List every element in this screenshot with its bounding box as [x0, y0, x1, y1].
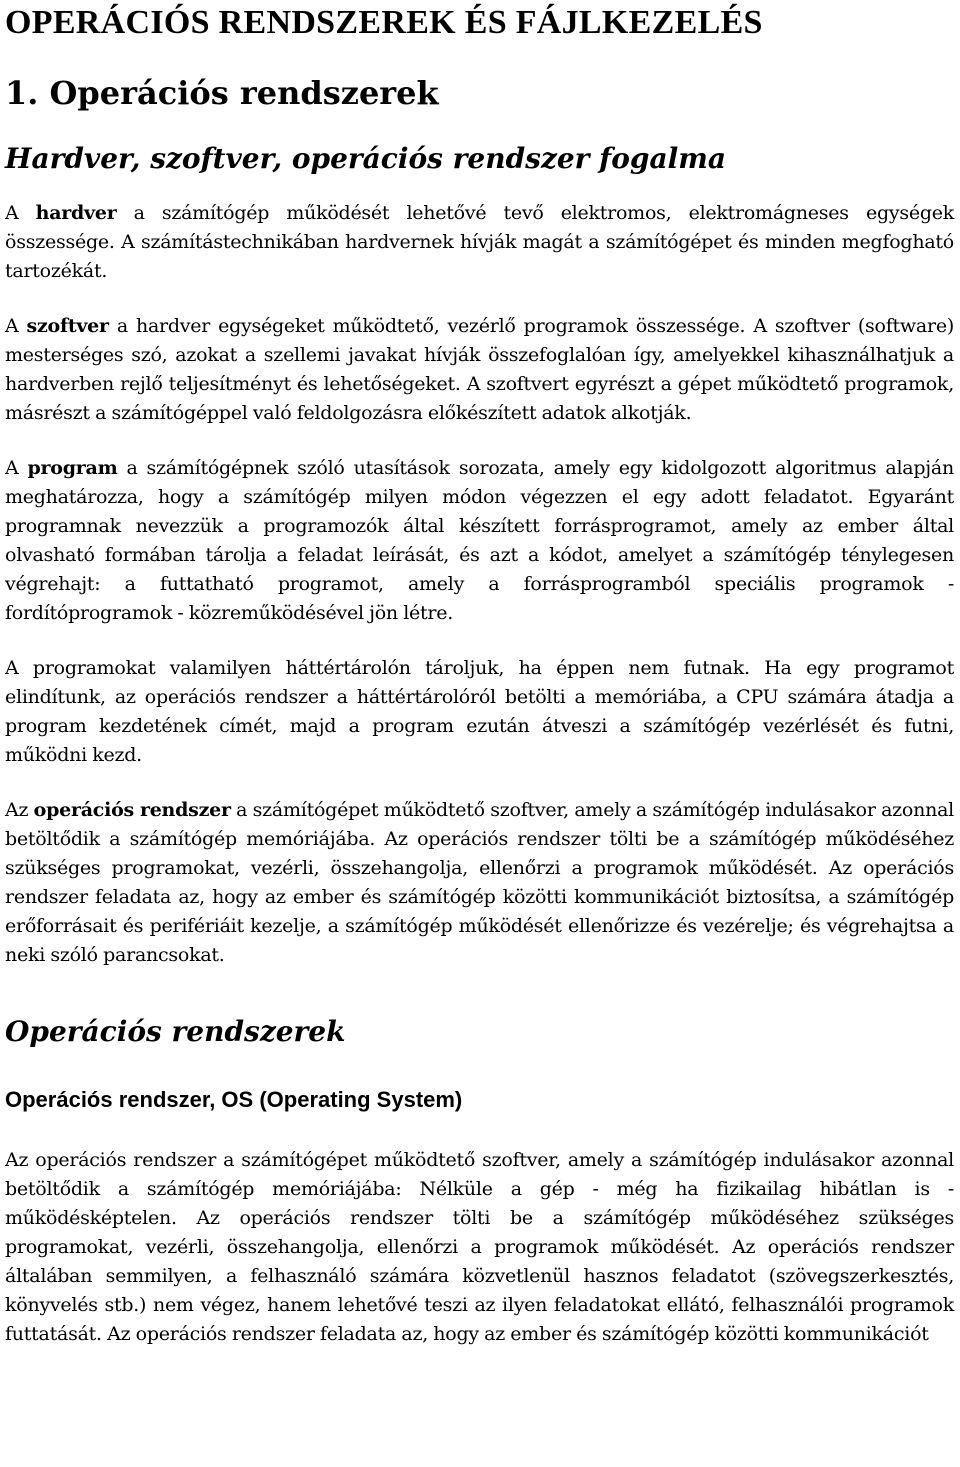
section-heading-operacios-rendszerek: 1. Operációs rendszerek [5, 74, 439, 112]
paragraph-program [5, 454, 954, 628]
paragraph-programok-tarolasa: A programokat valamilyen háttértárolón tároljuk, ha éppen nem futnak. Ha egy programot elindítunk, az operációs rendszer a háttértárolóról betölti a memóriába, a CPU számára átadja a program kezdetének címét, majd a program ezután átveszi a számítógép vezérlését és futni, működni kezd. [5, 657, 954, 766]
paragraph-text: Az [5, 799, 34, 821]
subsection-heading-operacios-rendszerek: Operációs rendszerek [5, 1015, 346, 1048]
paragraph-text: A [5, 202, 36, 224]
paragraph-text: a számítógépet működtető szoftver, amely a számítógép indulásakor azonnal betöltődik a számítógép memóriájába. Az operációs rendszer tölti be a számítógép működéséhez szükséges programokat, vezérli, összehangolja, ellenőrzi a programok működését. Az operációs rendszer feladata az, hogy az ember és számítógép közötti kommunikációt biztosítsa, a számítógép erőforrásait és perifériáit kezelje, a számítógép működését ellenőrizze és vezérelje; és végrehajtsa a neki szóló parancsokat. [5, 799, 955, 966]
subsection-heading-fogalmak: Hardver, szoftver, operációs rendszer fogalma [5, 142, 726, 175]
term-program: program [27, 457, 118, 479]
paragraph-text: a hardver egységeket működtető, vezérlő programok összessége. A szoftver (software) mesterséges szó, azokat a szellemi javakat hívják összefoglalóan így, amelyekkel kihasználhatjuk a hardverben rejlő teljesítményt és lehetőségeket. A szoftvert egyrészt a gépet működtető programok, másrészt a számítógéppel való feldolgozásra előkészített adatok alkotják. [5, 315, 954, 424]
paragraph-text: a számítógép működését lehetővé tevő elektromos, elektromágneses egységek összessége. A számítástechnikában hardvernek hívják magát a számítógépet és minden megfogható tartozékát. [5, 202, 955, 282]
term-operacios-rendszer: operációs rendszer [33, 799, 231, 821]
paragraph-hardver [5, 199, 954, 286]
subsubsection-heading-os: Operációs rendszer, OS (Operating System) [5, 1087, 463, 1112]
paragraph-text: A [5, 315, 27, 337]
term-hardver: hardver [35, 202, 117, 224]
paragraph-os-leiras: Az operációs rendszer a számítógépet működtető szoftver, amely a számítógép indulásakor azonnal betöltődik a számítógép memóriájába: Nélküle a gép - még ha fizikailag hibátlan is - működésképtelen. Az operációs rendszer tölti be a számítógép működéséhez szükséges programokat, vezérli, összehangolja, ellenőrzi a programok működését. Az operációs rendszer általában semmilyen, a felhasználó számára közvetlenül hasznos feladatot (szövegszerkesztés, könyvelés stb.) nem végez, hanem lehetővé teszi az ilyen feladatokat ellátó, felhasználói programok futtatását. Az operációs rendszer feladata az, hogy az ember és számítógép közötti kommunikációt [5, 1149, 954, 1345]
paragraph-szoftver [5, 312, 954, 428]
document-title: OPERÁCIÓS RENDSZEREK ÉS FÁJLKEZELÉS [5, 4, 763, 41]
term-szoftver: szoftver [26, 315, 109, 337]
paragraph-text: a számítógépnek szóló utasítások sorozata, amely egy kidolgozott algoritmus alapján meghatározza, hogy a számítógép milyen módon végezzen el egy adott feladatot. Egyaránt programnak nevezzük a programozók által készített forrásprogramot, amely az ember által olvasható formában tárolja a feladat leírását, és azt a kódot, amelyet a számítógép ténylegesen végrehajt: a futtatható programot, amely a forrásprogramból speciális programok - fordítóprogramok - közreműködésével jön létre. [5, 457, 954, 624]
paragraph-text: A [5, 457, 28, 479]
document-page [0, 3, 960, 1467]
paragraph-operacios-rendszer [5, 796, 954, 970]
